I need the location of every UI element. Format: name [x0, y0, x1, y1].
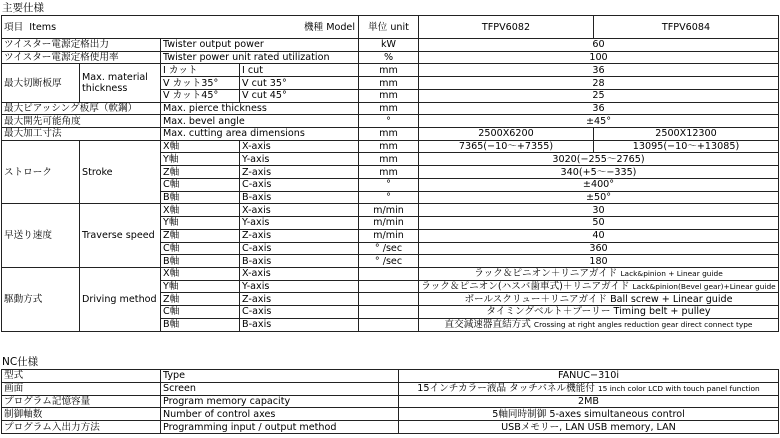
nc-section-title: NC仕様	[2, 356, 39, 368]
nc-label-en: Programming input / output method	[161, 421, 399, 434]
axis-label-en: Y-axis	[240, 280, 359, 293]
group-label-jp: 最大切断板厚	[2, 64, 80, 102]
row-label-en: Twister output power	[161, 39, 359, 52]
axis-label-en: Z-axis	[240, 229, 359, 242]
table-row	[2, 128, 779, 141]
nc-value: USBメモリー, LAN USB memory, LAN	[399, 421, 779, 434]
header-model-label: 機種 Model	[303, 21, 355, 33]
axis-label-en: C-axis	[240, 178, 359, 191]
axis-label-en: B-axis	[240, 318, 359, 331]
axis-label-en: X-axis	[240, 204, 359, 217]
axis-label-jp: C軸	[161, 178, 240, 191]
row-value-b: 13095(−10〜+13085)	[594, 140, 779, 153]
axis-label-jp: C軸	[161, 306, 240, 319]
row-unit	[359, 280, 419, 293]
table-header-row	[2, 16, 779, 39]
row-label-en: Max. pierce thickness	[161, 102, 359, 115]
nc-value: FANUC−310i	[399, 370, 779, 383]
table-row	[2, 408, 779, 421]
value-jp: ボールスクリュー＋リニアガイド	[464, 293, 608, 305]
row-unit: mm	[359, 153, 419, 166]
group-label-en: Traverse speed	[80, 204, 161, 268]
row-unit: °	[359, 191, 419, 204]
row-unit: °	[359, 178, 419, 191]
axis-label-jp: B軸	[161, 255, 240, 268]
row-value: 340(+5〜−335)	[419, 166, 779, 179]
table-row	[2, 395, 779, 408]
row-unit	[359, 293, 419, 306]
table-row	[2, 382, 779, 395]
value-jp: タイミングベルト＋プーリー	[486, 306, 611, 318]
axis-label-jp: X軸	[161, 204, 240, 217]
table-row	[2, 140, 779, 153]
nc-value: 5軸同時制御 5-axes simultaneous control	[399, 408, 779, 421]
row-value: 36	[419, 64, 779, 77]
axis-label-en: B-axis	[240, 255, 359, 268]
row-label-jp: 最大開先可能角度	[2, 115, 161, 128]
row-unit: m/min	[359, 204, 419, 217]
axis-label-jp: Y軸	[161, 280, 240, 293]
row-label-en: Twister power unit rated utilization	[161, 51, 359, 64]
axis-label-jp: Y軸	[161, 153, 240, 166]
table-row	[2, 102, 779, 115]
value-en: Ball screw + Linear guide	[610, 293, 733, 305]
table-row	[2, 64, 779, 77]
row-value-a: 2500X6200	[419, 128, 594, 141]
table-row	[2, 370, 779, 383]
row-value: 50	[419, 217, 779, 230]
row-value: 36	[419, 102, 779, 115]
row-value: 28	[419, 77, 779, 90]
value-jp: ラック＆ピニオン(ハスバ歯車式)＋リニアガイド	[421, 281, 630, 293]
axis-label-jp: X軸	[161, 267, 240, 280]
group-label-en: Stroke	[80, 140, 161, 204]
row-value	[419, 306, 779, 319]
row-label-jp: 最大加工寸法	[2, 128, 161, 141]
nc-label-jp: プログラム入出力方法	[2, 421, 161, 434]
nc-label-en: Screen	[161, 382, 399, 395]
sub-label-en: V cut 45°	[240, 89, 359, 102]
nc-label-jp: 制御軸数	[2, 408, 161, 421]
row-unit: %	[359, 51, 419, 64]
nc-label-jp: 画面	[2, 382, 161, 395]
row-unit: mm	[359, 89, 419, 102]
nc-label-jp: プログラム記憶容量	[2, 395, 161, 408]
group-label-jp: ストローク	[2, 140, 80, 204]
axis-label-jp: Y軸	[161, 217, 240, 230]
axis-label-jp: B軸	[161, 318, 240, 331]
row-value	[419, 267, 779, 280]
sub-label-en: V cut 35°	[240, 77, 359, 90]
table-row	[2, 267, 779, 280]
group-label-jp: 早送り速度	[2, 204, 80, 268]
value-en: Crossing at right angles reduction gear direct connect type	[533, 320, 753, 330]
table-row	[2, 115, 779, 128]
row-value: ±50°	[419, 191, 779, 204]
value-en: Lack&pinion + Linear guide	[620, 269, 723, 279]
axis-label-jp: C軸	[161, 242, 240, 255]
row-value: 60	[419, 39, 779, 52]
axis-label-jp: Z軸	[161, 229, 240, 242]
nc-value: 2MB	[399, 395, 779, 408]
sub-label-jp: V カット35°	[161, 77, 240, 90]
group-label-en: Driving method	[80, 267, 161, 331]
header-unit: 単位 unit	[359, 16, 419, 39]
group-label-en: Max. material thickness	[80, 64, 161, 102]
row-value	[419, 293, 779, 306]
row-unit: mm	[359, 166, 419, 179]
group-label-jp: 駆動方式	[2, 267, 80, 331]
row-label-en: Max. bevel angle	[161, 115, 359, 128]
row-unit: mm	[359, 102, 419, 115]
row-value	[419, 318, 779, 331]
axis-label-jp: X軸	[161, 140, 240, 153]
axis-label-jp: Z軸	[161, 293, 240, 306]
header-model-a: TFPV6082	[419, 16, 594, 39]
row-unit: m/min	[359, 217, 419, 230]
sub-label-jp: V カット45°	[161, 89, 240, 102]
header-items-jp: 項目	[4, 21, 24, 33]
row-unit: mm	[359, 77, 419, 90]
header-items-en: Items	[29, 21, 57, 33]
table-row	[2, 51, 779, 64]
row-value: 3020(−255〜2765)	[419, 153, 779, 166]
row-unit: mm	[359, 64, 419, 77]
nc-value	[399, 382, 779, 395]
value-jp: 15インチカラー液晶 タッチパネル機能付	[417, 383, 595, 395]
row-label-jp: ツイスター電源定格出力	[2, 39, 161, 52]
row-value: 25	[419, 89, 779, 102]
row-value: ±400°	[419, 178, 779, 191]
row-unit	[359, 267, 419, 280]
row-value-a: 7365(−10〜+7355)	[419, 140, 594, 153]
axis-label-jp: B軸	[161, 191, 240, 204]
sub-label-en: I cut	[240, 64, 359, 77]
row-unit: mm	[359, 140, 419, 153]
value-jp: ラック＆ピニオン＋リニアガイド	[474, 268, 618, 280]
value-en: 15 inch color LCD with touch panel function	[597, 384, 760, 394]
value-en: Lack&pinion(Bevel gear)+Linear guide	[632, 282, 776, 292]
row-unit: kW	[359, 39, 419, 52]
axis-label-en: Z-axis	[240, 166, 359, 179]
row-unit	[359, 306, 419, 319]
axis-label-en: Y-axis	[240, 217, 359, 230]
row-label-en: Max. cutting area dimensions	[161, 128, 359, 141]
axis-label-en: Z-axis	[240, 293, 359, 306]
value-en: Timing belt + pulley	[613, 306, 711, 318]
row-value: 180	[419, 255, 779, 268]
row-label-jp: 最大ピアッシング板厚（軟鋼）	[2, 102, 161, 115]
table-row	[2, 421, 779, 434]
row-unit: ° /sec	[359, 242, 419, 255]
header-model-b: TFPV6084	[594, 16, 779, 39]
nc-label-en: Number of control axes	[161, 408, 399, 421]
row-value-b: 2500X12300	[594, 128, 779, 141]
sub-label-jp: I カット	[161, 64, 240, 77]
axis-label-en: X-axis	[240, 140, 359, 153]
header-items-cell	[2, 16, 359, 39]
row-unit: ° /sec	[359, 255, 419, 268]
nc-label-jp: 型式	[2, 370, 161, 383]
row-value: 30	[419, 204, 779, 217]
axis-label-jp: Z軸	[161, 166, 240, 179]
row-value: ±45°	[419, 115, 779, 128]
axis-label-en: B-axis	[240, 191, 359, 204]
table-row	[2, 204, 779, 217]
row-unit	[359, 318, 419, 331]
value-jp: 直交減速器直結方式	[444, 319, 531, 331]
row-value: 40	[419, 229, 779, 242]
row-unit: °	[359, 115, 419, 128]
row-label-jp: ツイスター電源定格使用率	[2, 51, 161, 64]
row-value: 360	[419, 242, 779, 255]
axis-label-en: Y-axis	[240, 153, 359, 166]
axis-label-en: X-axis	[240, 267, 359, 280]
nc-table	[1, 369, 779, 434]
axis-label-en: C-axis	[240, 306, 359, 319]
spec-section-title: 主要仕様	[2, 2, 44, 14]
row-unit: m/min	[359, 229, 419, 242]
nc-label-en: Program memory capacity	[161, 395, 399, 408]
row-value	[419, 280, 779, 293]
table-row	[2, 39, 779, 52]
spec-table	[1, 15, 779, 332]
nc-label-en: Type	[161, 370, 399, 383]
row-unit: mm	[359, 128, 419, 141]
axis-label-en: C-axis	[240, 242, 359, 255]
row-value: 100	[419, 51, 779, 64]
